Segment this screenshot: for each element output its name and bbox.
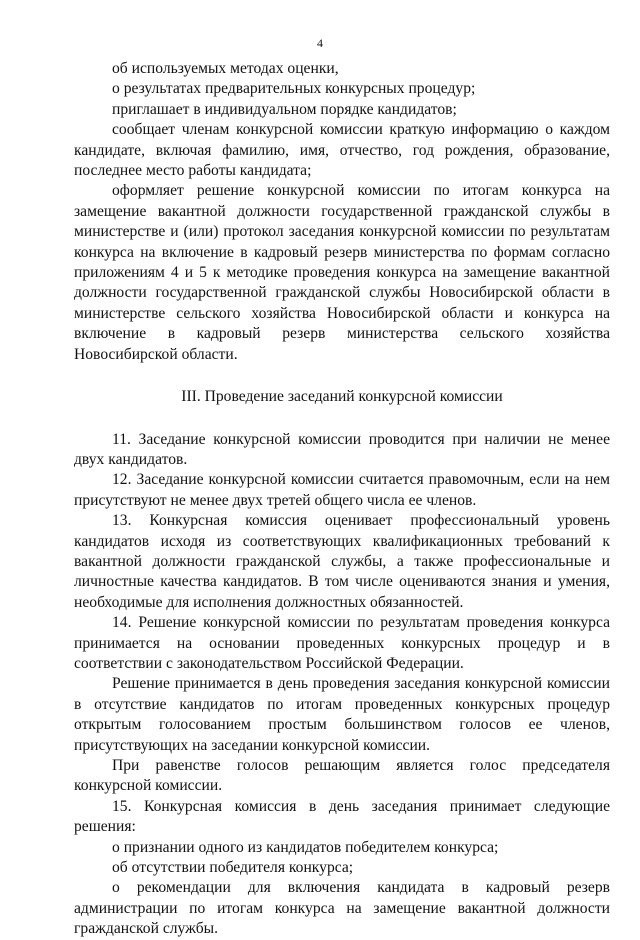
paragraph-clause-11: 11. Заседание конкурсной комиссии проводится при наличии не менее двух кандидатов. <box>74 430 610 468</box>
paragraph-winner-decision: о признании одного из кандидатов победителем конкурса; <box>112 838 499 856</box>
paragraph-tie-vote: При равенстве голосов решающим является голос председателя конкурсной комиссии. <box>74 757 610 795</box>
paragraph-preliminary-results: о результатах предварительных конкурсных процедур; <box>112 80 476 98</box>
paragraph-clause-13: 13. Конкурсная комиссия оценивает профессиональный уровень кандидатов исходя из соответствующих квалификационных требований к вакантной должности гражданской службы, а также профессиональные и личностные качества кандидатов. В том числе оцениваются знания и умения, необходимые для исполнения должностных обязанностей. <box>74 512 610 611</box>
paragraph-invites-candidates: приглашает в индивидуальном порядке кандидатов; <box>112 100 457 118</box>
section-heading: III. Проведение заседаний конкурсной комиссии <box>181 388 503 406</box>
paragraph-assessment-methods: об используемых методах оценки, <box>112 60 339 77</box>
paragraph-clause-12: 12. Заседание конкурсной комиссии считается правомочным, если на нем присутствуют не менее двух третей общего числа ее членов. <box>74 471 610 509</box>
paragraph-clause-14: 14. Решение конкурсной комиссии по результатам проведения конкурса принимается на основании проведенных конкурсных процедур и в соответствии с законодательством Российской Федерации. <box>74 614 610 672</box>
document-body <box>74 59 610 940</box>
paragraph-no-winner-decision: об отсутствии победителя конкурса; <box>112 859 354 877</box>
paragraph-clause-15: 15. Конкурсная комиссия в день заседания принимает следующие решения: <box>74 797 610 836</box>
paragraph-decision-day: Решение принимается в день проведения заседания конкурсной комиссии в отсутствие кандидатов по итогам проведенных конкурсных процедур открытым голосованием простым большинством голосов ее членов, присутствующих на заседании конкурсной комиссии. <box>74 675 610 754</box>
page-number: 4 <box>317 36 323 50</box>
paragraph-candidate-info: сообщает членам конкурсной комиссии краткую информацию о каждом кандидате, включая фамилию, имя, отчество, год рождения, образование, последнее место работы кандидата; <box>74 121 610 180</box>
paragraph-reserve-recommendation: о рекомендации для включения кандидата в кадровый резерв администрации по итогам конкурса на замещение вакантной должности гражданской службы. <box>74 879 610 938</box>
paragraph-decision-formalization: оформляет решение конкурсной комиссии по итогам конкурса на замещение вакантной должности государственной гражданской службы в министерстве и (или) протокол заседания конкурсной комиссии по результатам конкурса на включение в кадровый резерв министерства по формам согласно приложениям 4 и 5 к методике проведения конкурса на замещение вакантной должности государственной гражданской службы Новосибирской области в министерстве сельского хозяйства Новосибирской области и конкурса на включение в кадровый резерв министерства сельского хозяйства Новосибирской области. <box>74 182 610 363</box>
